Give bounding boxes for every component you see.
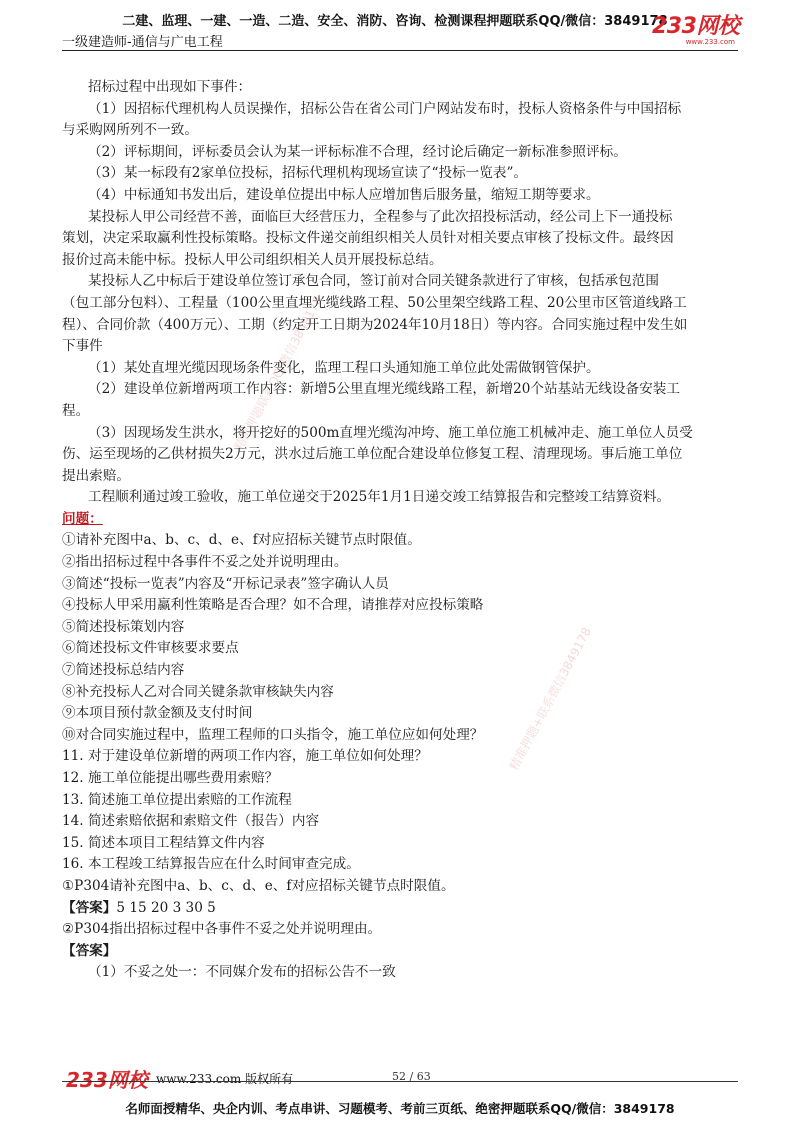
paragraph-line: （1）某处直埋光缆因现场条件变化，监理工程口头通知施工单位此处需做钢管保护。 (88, 359, 600, 376)
paragraph-line: 伤、运至现场的乙供材损失2万元，洪水过后施工单位配合建设单位修复工程、清理现场。事后施工单位 (62, 446, 683, 463)
brand-logo (652, 16, 747, 50)
paragraph-line: 程。 (62, 402, 90, 419)
paragraph-line: 某投标人乙中标后于建设单位签订承包合同，签订前对合同关键条款进行了审核，包括承包范围 (88, 273, 659, 290)
footer-logo: 233网校 (66, 1068, 148, 1092)
paragraph-line: 提出索赔。 (62, 467, 130, 484)
question-item: ⑨本项目预付款金额及支付时间 (62, 705, 253, 722)
question-item: ⑥简述投标文件审核要求要点 (62, 640, 239, 657)
question-item: ⑧补充投标人乙对合同关键条款审核缺失内容 (62, 683, 334, 700)
question-item: 13. 简述施工单位提出索赔的工作流程 (62, 791, 292, 808)
logo-text: 233网校 (652, 14, 740, 39)
answer-value: 5 15 20 3 30 5 (116, 899, 216, 916)
paragraph-line: （2）建设单位新增两项工作内容：新增5公里直埋光缆线路工程，新增20个站基站无线设备安装工 (88, 381, 680, 398)
footer-copyright: www.233.com 版权所有 (156, 1072, 294, 1086)
document-body (62, 77, 738, 984)
document-subtitle: 一级建造师-通信与广电工程 (62, 35, 223, 50)
paragraph-line: 策划，决定采取赢利性投标策略。投标文件递交前组织相关人员针对相关要点审核了投标文件。最终因 (62, 230, 674, 247)
questions-title: 问题： (62, 510, 103, 527)
page-number: 52 / 63 (392, 1070, 431, 1083)
question-item: ⑦简述投标总结内容 (62, 662, 185, 679)
question-item: 11. 对于建设单位新增的两项工作内容，施工单位如何处理？ (62, 748, 428, 765)
scenario-text (62, 77, 738, 509)
paragraph-line: 招标过程中出现如下事件： (88, 79, 252, 95)
paragraph-line: 某投标人甲公司经营不善，面临巨大经营压力，全程参与了此次招投标活动，经公司上下一通投标 (88, 208, 673, 225)
question-item: ⑤简述投标策划内容 (62, 618, 185, 635)
questions-heading (62, 509, 738, 531)
answer-label: 【答案】 (62, 899, 117, 916)
paragraph-line: （2）评标期间，评标委员会认为某一评标标准不合理，经讨论后确定一新标准参照评标。 (88, 143, 627, 160)
question-item: ③简述“投标一览表”内容及“开标记录表”签字确认人员 (62, 575, 389, 592)
paragraph-line: （3）某一标段有2家单位投标，招标代理机构现场宣读了“投标一览表”。 (88, 165, 528, 182)
question-item: 14. 简述索赔依据和索赔文件（报告）内容 (62, 813, 320, 830)
paragraph-line: 与采购网所列不一致。 (62, 122, 198, 139)
footer-divider (62, 1081, 738, 1082)
answer-line (62, 941, 738, 963)
paragraph-line: 下事件 (62, 338, 103, 355)
watermark: 精准押题联系QQ/微信3849178 (231, 293, 326, 453)
question-item: 16. 本工程竣工结算报告应在什么时间审查完成。 (62, 856, 360, 873)
logo-url: www.233.com (685, 38, 735, 46)
question-item: ⑩对合同实施过程中，监理工程师的口头指令，施工单位应如何处理？ (62, 726, 484, 743)
answer-line: （1）不妥之处一：不同媒介发布的招标公告不一致 (88, 964, 396, 981)
paragraph-line: 报价过高未能中标。投标人甲公司组织相关人员开展投标总结。 (62, 251, 443, 268)
question-item: 15. 简述本项目工程结算文件内容 (62, 834, 265, 851)
paragraph-line: （1）因招标代理机构人员误操作，招标公告在省公司门户网站发布时，投标人资格条件与中国招标 (88, 100, 682, 117)
footer-promo: 名师面授精华、央企内训、考点串讲、习题模考、考前三页纸、绝密押题联系QQ/微信：3849178 (125, 1101, 675, 1116)
questions-list (62, 530, 738, 876)
paragraph-line: 程）、合同价款（400万元）、工期（约定开工日期为2024年10月18日）等内容。合同实施过程中发生如 (62, 316, 688, 333)
question-item: ②指出招标过程中各事件不妥之处并说明理由。 (62, 554, 348, 571)
answers-section (62, 876, 738, 984)
paragraph-line: （包工部分包料）、工程量（100公里直埋光缆线路工程、50公里架空线路工程、20公里市区管道线路工 (62, 294, 687, 311)
answer-line: ①P304请补充图中a、b、c、d、e、f对应招标关键节点时限值。 (62, 877, 455, 894)
paragraph-line: （4）中标通知书发出后，建设单位提出中标人应增加售后服务量，缩短工期等要求。 (88, 186, 600, 203)
question-item: ④投标人甲采用赢利性策略是否合理？如不合理，请推荐对应投标策略 (62, 597, 484, 614)
watermark: 精准押题+联系微信3849178 (506, 625, 595, 773)
answer-line: ②P304指出招标过程中各事件不妥之处并说明理由。 (62, 921, 382, 938)
header-promo: 二建、监理、一建、一造、二造、安全、消防、咨询、检测课程押题联系QQ/微信：3849178 (122, 14, 668, 29)
answer-line (62, 898, 738, 920)
paragraph-line: （3）因现场发生洪水，将开挖好的500m直埋光缆沟冲垮、施工单位施工机械冲走、施工单位人员受 (88, 424, 693, 441)
header-divider (62, 50, 738, 51)
question-item: ①请补充图中a、b、c、d、e、f对应招标关键节点时限值。 (62, 532, 421, 549)
answer-label: 【答案】 (62, 942, 117, 959)
question-item: 12. 施工单位能提出哪些费用索赔？ (62, 770, 279, 786)
paragraph-line: 工程顺利通过竣工验收，施工单位递交于2025年1月1日递交竣工结算报告和完整竣工结算资料。 (88, 489, 671, 506)
